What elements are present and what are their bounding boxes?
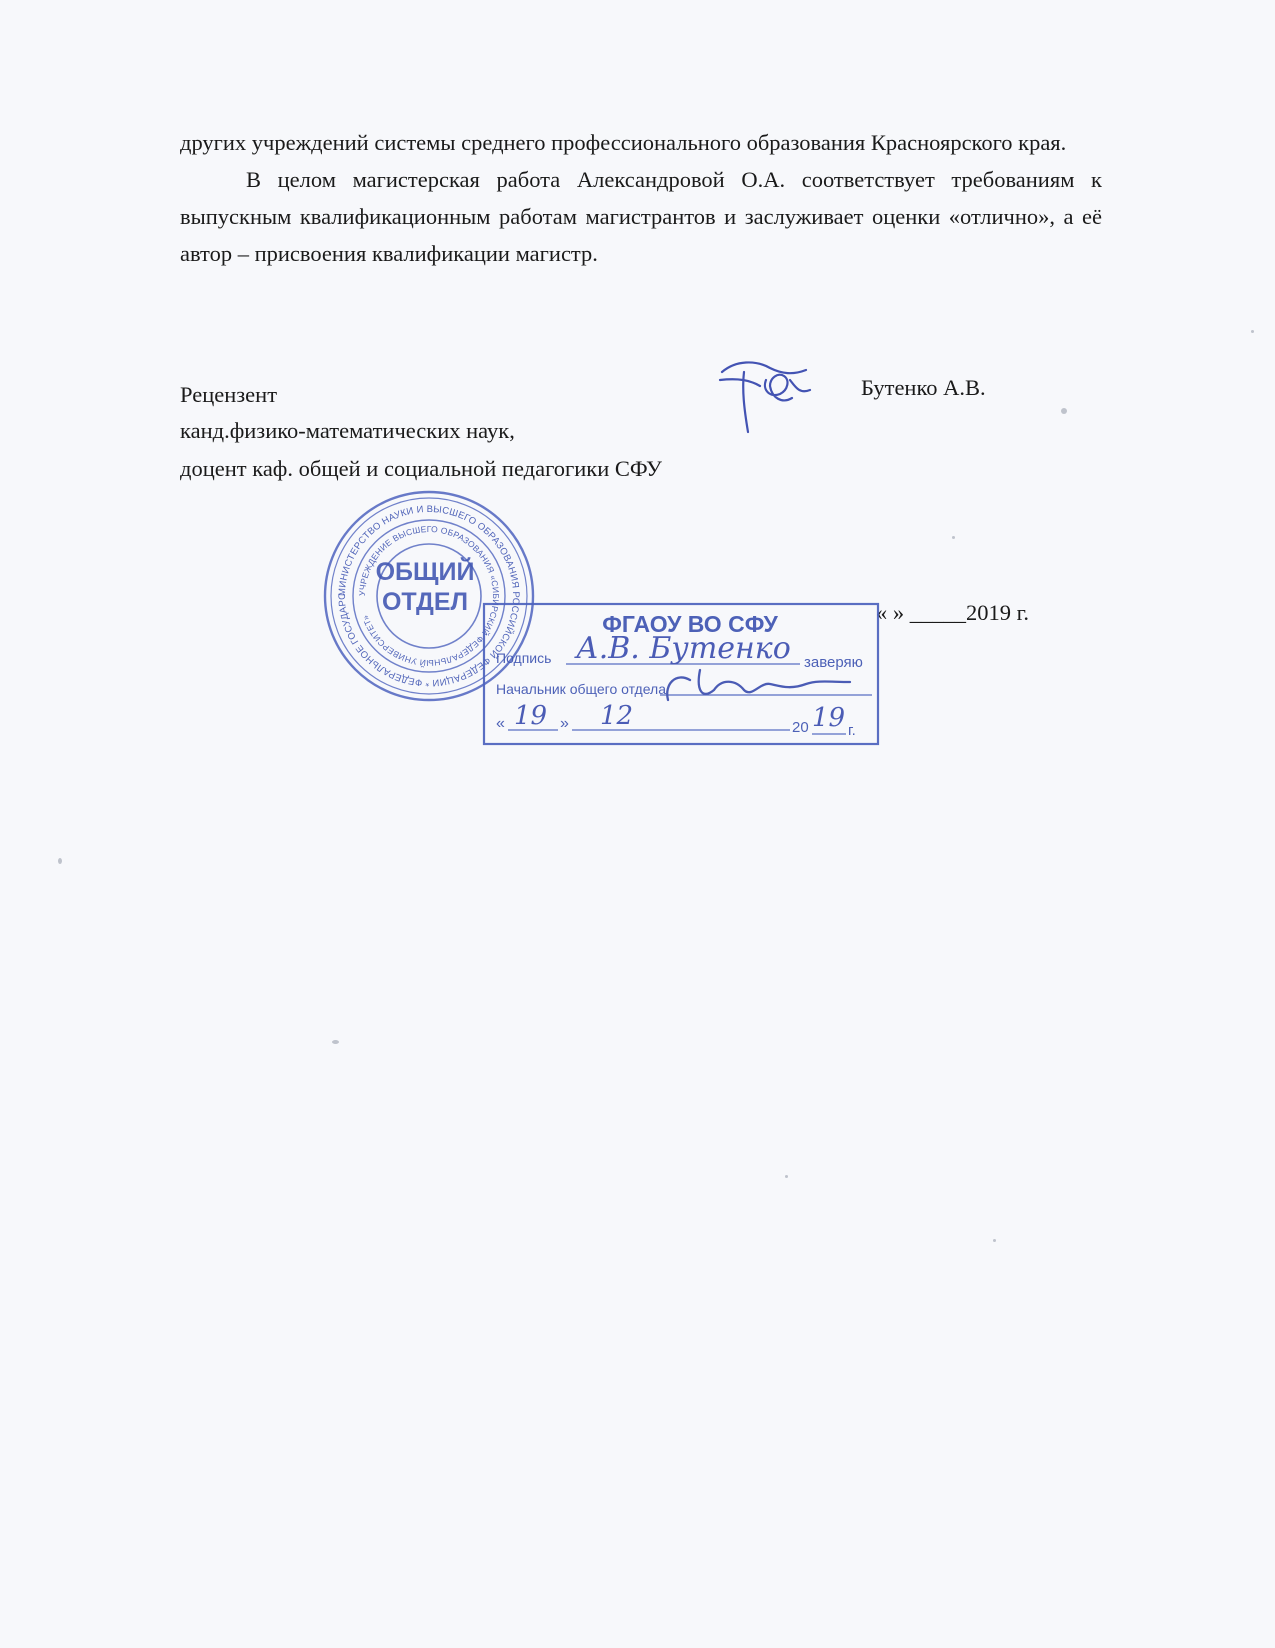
round-stamp-center-line2: ОТДЕЛ [381,588,469,616]
scan-speck [58,858,62,864]
paragraph-continuation: других учреждений системы среднего профессионального образования Красноярского края. [180,130,1067,155]
rect-stamp-head-label: Начальник общего отдела [496,681,666,697]
reviewer-name: Бутенко А.В. [861,375,986,400]
date-line: « » _____2019 г. [876,600,1029,625]
scan-speck [1061,408,1067,414]
round-stamp-outer-text: МИНИСТЕРСТВО НАУКИ И ВЫСШЕГО ОБРАЗОВАНИЯ РОССИЙСКОЙ ФЕДЕРАЦИИ * ФЕДЕРАЛЬНОЕ ГОСУДАРС [336,503,522,689]
rect-stamp-year-unit: г. [848,722,856,739]
reviewer-role: Рецензент [180,382,278,407]
scan-speck [952,536,955,539]
rect-stamp-title: ФГАОУ ВО СФУ [602,611,778,637]
rect-stamp-certify-label: заверяю [804,654,863,671]
paragraph-conclusion: В целом магистерская работа Александровой О.А. соответствует требованиям к выпускным квалификационным работам магистрантов и заслуживает оценки «отлично», а её автор – присвоения квалификации магистр. [180,167,1102,266]
rect-stamp-handwritten-signature: А.В. Бутенко [576,631,791,666]
scan-speck [993,1239,996,1242]
reviewer-degree: канд.физико-математических наук, [180,418,515,443]
rect-stamp-open-quote: « [496,715,505,732]
scan-speck [332,1040,339,1044]
rect-stamp-year-suffix: 19 [812,703,846,733]
rect-stamp-close-quote: » [560,715,569,732]
rect-stamp-year-prefix: 20 [792,719,809,736]
reviewer-position: доцент каф. общей и социальной педагогики СФУ [180,456,662,481]
rect-stamp-signature-label: Подпись [496,650,552,666]
rect-stamp-day: 19 [514,701,548,731]
scan-speck [785,1175,788,1178]
round-stamp-inner-text: УЧРЕЖДЕНИЕ ВЫСШЕГО ОБРАЗОВАНИЯ «СИБИРСКИЙ ФЕДЕРАЛЬНЫЙ УНИВЕРСИТЕТ» [356,523,502,669]
round-stamp-center-line1: ОБЩИЙ [375,558,475,586]
scan-speck [1251,330,1254,333]
rect-stamp-month: 12 [600,701,634,731]
